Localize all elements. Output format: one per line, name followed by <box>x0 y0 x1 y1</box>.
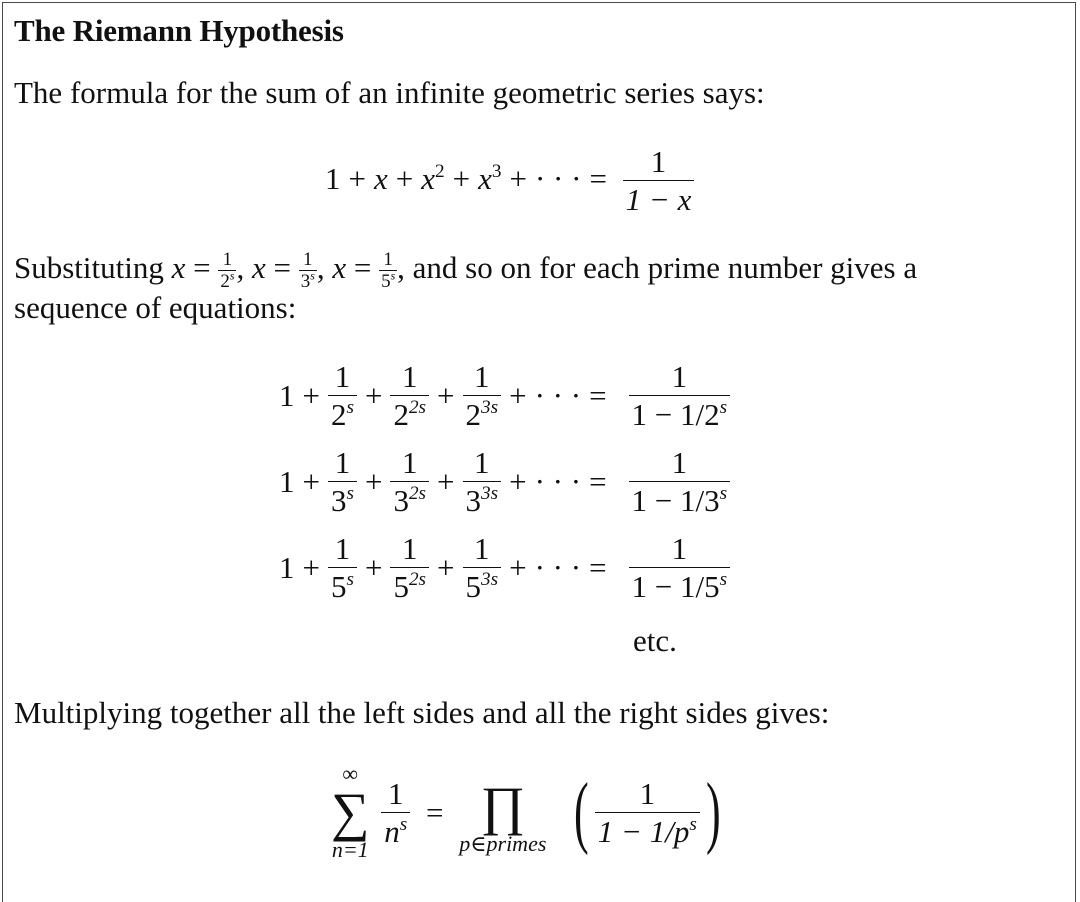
term-one: 1 <box>325 161 341 196</box>
term-fraction: $\frac{1}{2^{3s}}$ <box>463 361 502 430</box>
sum-lower-limit: n=1 <box>331 837 369 862</box>
intro-paragraph: The formula for the sum of an infinite geometric series says: <box>14 75 765 110</box>
term-x3: x <box>478 161 492 196</box>
page-title: The Riemann Hypothesis <box>14 13 344 48</box>
exponent-2: 2 <box>435 161 445 183</box>
exponent-3: 3 <box>491 161 502 183</box>
etc-text: etc. <box>633 623 677 658</box>
term-fraction: $\frac{1}{2^{2s}}$ <box>390 361 429 430</box>
term-fraction: $\frac{1}{3^{3s}}$ <box>463 447 502 516</box>
prime-equation-5: 1 + $\frac{1}{5^s}$ + $\frac{1}{5^{2s}}$ + $\frac{1}{5^{3s}}$ + · · · = $\frac{1}{1 - 1/5^s}$ <box>279 533 730 602</box>
rhs-fraction: $\frac{1}{1 - 1/5^s}$ <box>629 533 731 602</box>
sub-fraction-5: $\frac{1}{5^s}$ <box>381 249 396 293</box>
term-fraction: $\frac{1}{3^s}$ <box>328 447 357 516</box>
geometric-series-equation: $1 + x + x^2 + x^3$ + · · · = $\frac{1}{1 - x}$ <box>325 146 694 215</box>
term-fraction: $\frac{1}{5^{2s}}$ <box>390 533 429 602</box>
term-fraction: $\frac{1}{3^{2s}}$ <box>390 447 429 516</box>
pi-symbol: ∏ <box>480 776 526 836</box>
substitution-paragraph: Substituting x = $\frac{1}{2^s}$ , x = $\frac{1}{3^s}$ , x = $\frac{1}{5^s}$ , and so on for each prime number gives a <box>14 249 918 293</box>
term-fraction: $\frac{1}{5^{3s}}$ <box>463 533 502 602</box>
substituting-text: Substituting <box>14 250 164 285</box>
sub-fraction-3: $\frac{1}{3^s}$ <box>300 249 315 293</box>
sum-fraction: $\frac{1}{n^s}$ <box>381 778 410 847</box>
document-page <box>2 2 1076 902</box>
sigma-symbol: ∑ <box>331 782 370 842</box>
term-fraction: $\frac{1}{5^s}$ <box>328 533 357 602</box>
prime-equation-2: 1 + $\frac{1}{2^s}$ + $\frac{1}{2^{2s}}$ + $\frac{1}{2^{3s}}$ + · · · = $\frac{1}{1 - 1/2^s}$ <box>279 361 730 430</box>
substitution-line-2: sequence of equations: <box>14 290 297 325</box>
product-fraction: $\frac{1}{1 - 1/p^s}$ <box>595 778 700 847</box>
rhs-fraction: $\frac{1}{1 - 1/3^s}$ <box>629 447 731 516</box>
rhs-numerator: 1 <box>650 144 667 179</box>
term-fraction: $\frac{1}{2^s}$ <box>328 361 357 430</box>
rhs-fraction: $\frac{1}{1 - 1/2^s}$ <box>629 361 731 430</box>
term-x: x <box>373 161 388 196</box>
rhs-denominator: 1 − x <box>623 180 695 215</box>
prime-equation-3: 1 + $\frac{1}{3^s}$ + $\frac{1}{3^{2s}}$ + $\frac{1}{3^{3s}}$ + · · · = $\frac{1}{1 - 1/3^s}$ <box>279 447 730 516</box>
euler-product-equation: ∞ ∑ n=1 $\frac{1}{n^s}$ = ∏ p∈primes ( $\frac{1}{1 - 1/p^s}$ ) <box>331 761 721 862</box>
sum-upper-limit: ∞ <box>342 761 359 786</box>
ellipsis: · · · <box>534 161 582 196</box>
substitution-tail: , and so on for each prime number gives a <box>397 250 918 285</box>
product <box>459 776 547 856</box>
term-x2: x <box>421 161 435 196</box>
product-lower-limit: p∈primes <box>459 831 547 856</box>
sub-fraction-2: $\frac{1}{2^s}$ <box>220 249 235 293</box>
multiplying-paragraph: Multiplying together all the left sides and all the right sides gives: <box>14 695 830 730</box>
summation <box>331 763 370 861</box>
geometric-rhs-fraction <box>623 146 695 215</box>
